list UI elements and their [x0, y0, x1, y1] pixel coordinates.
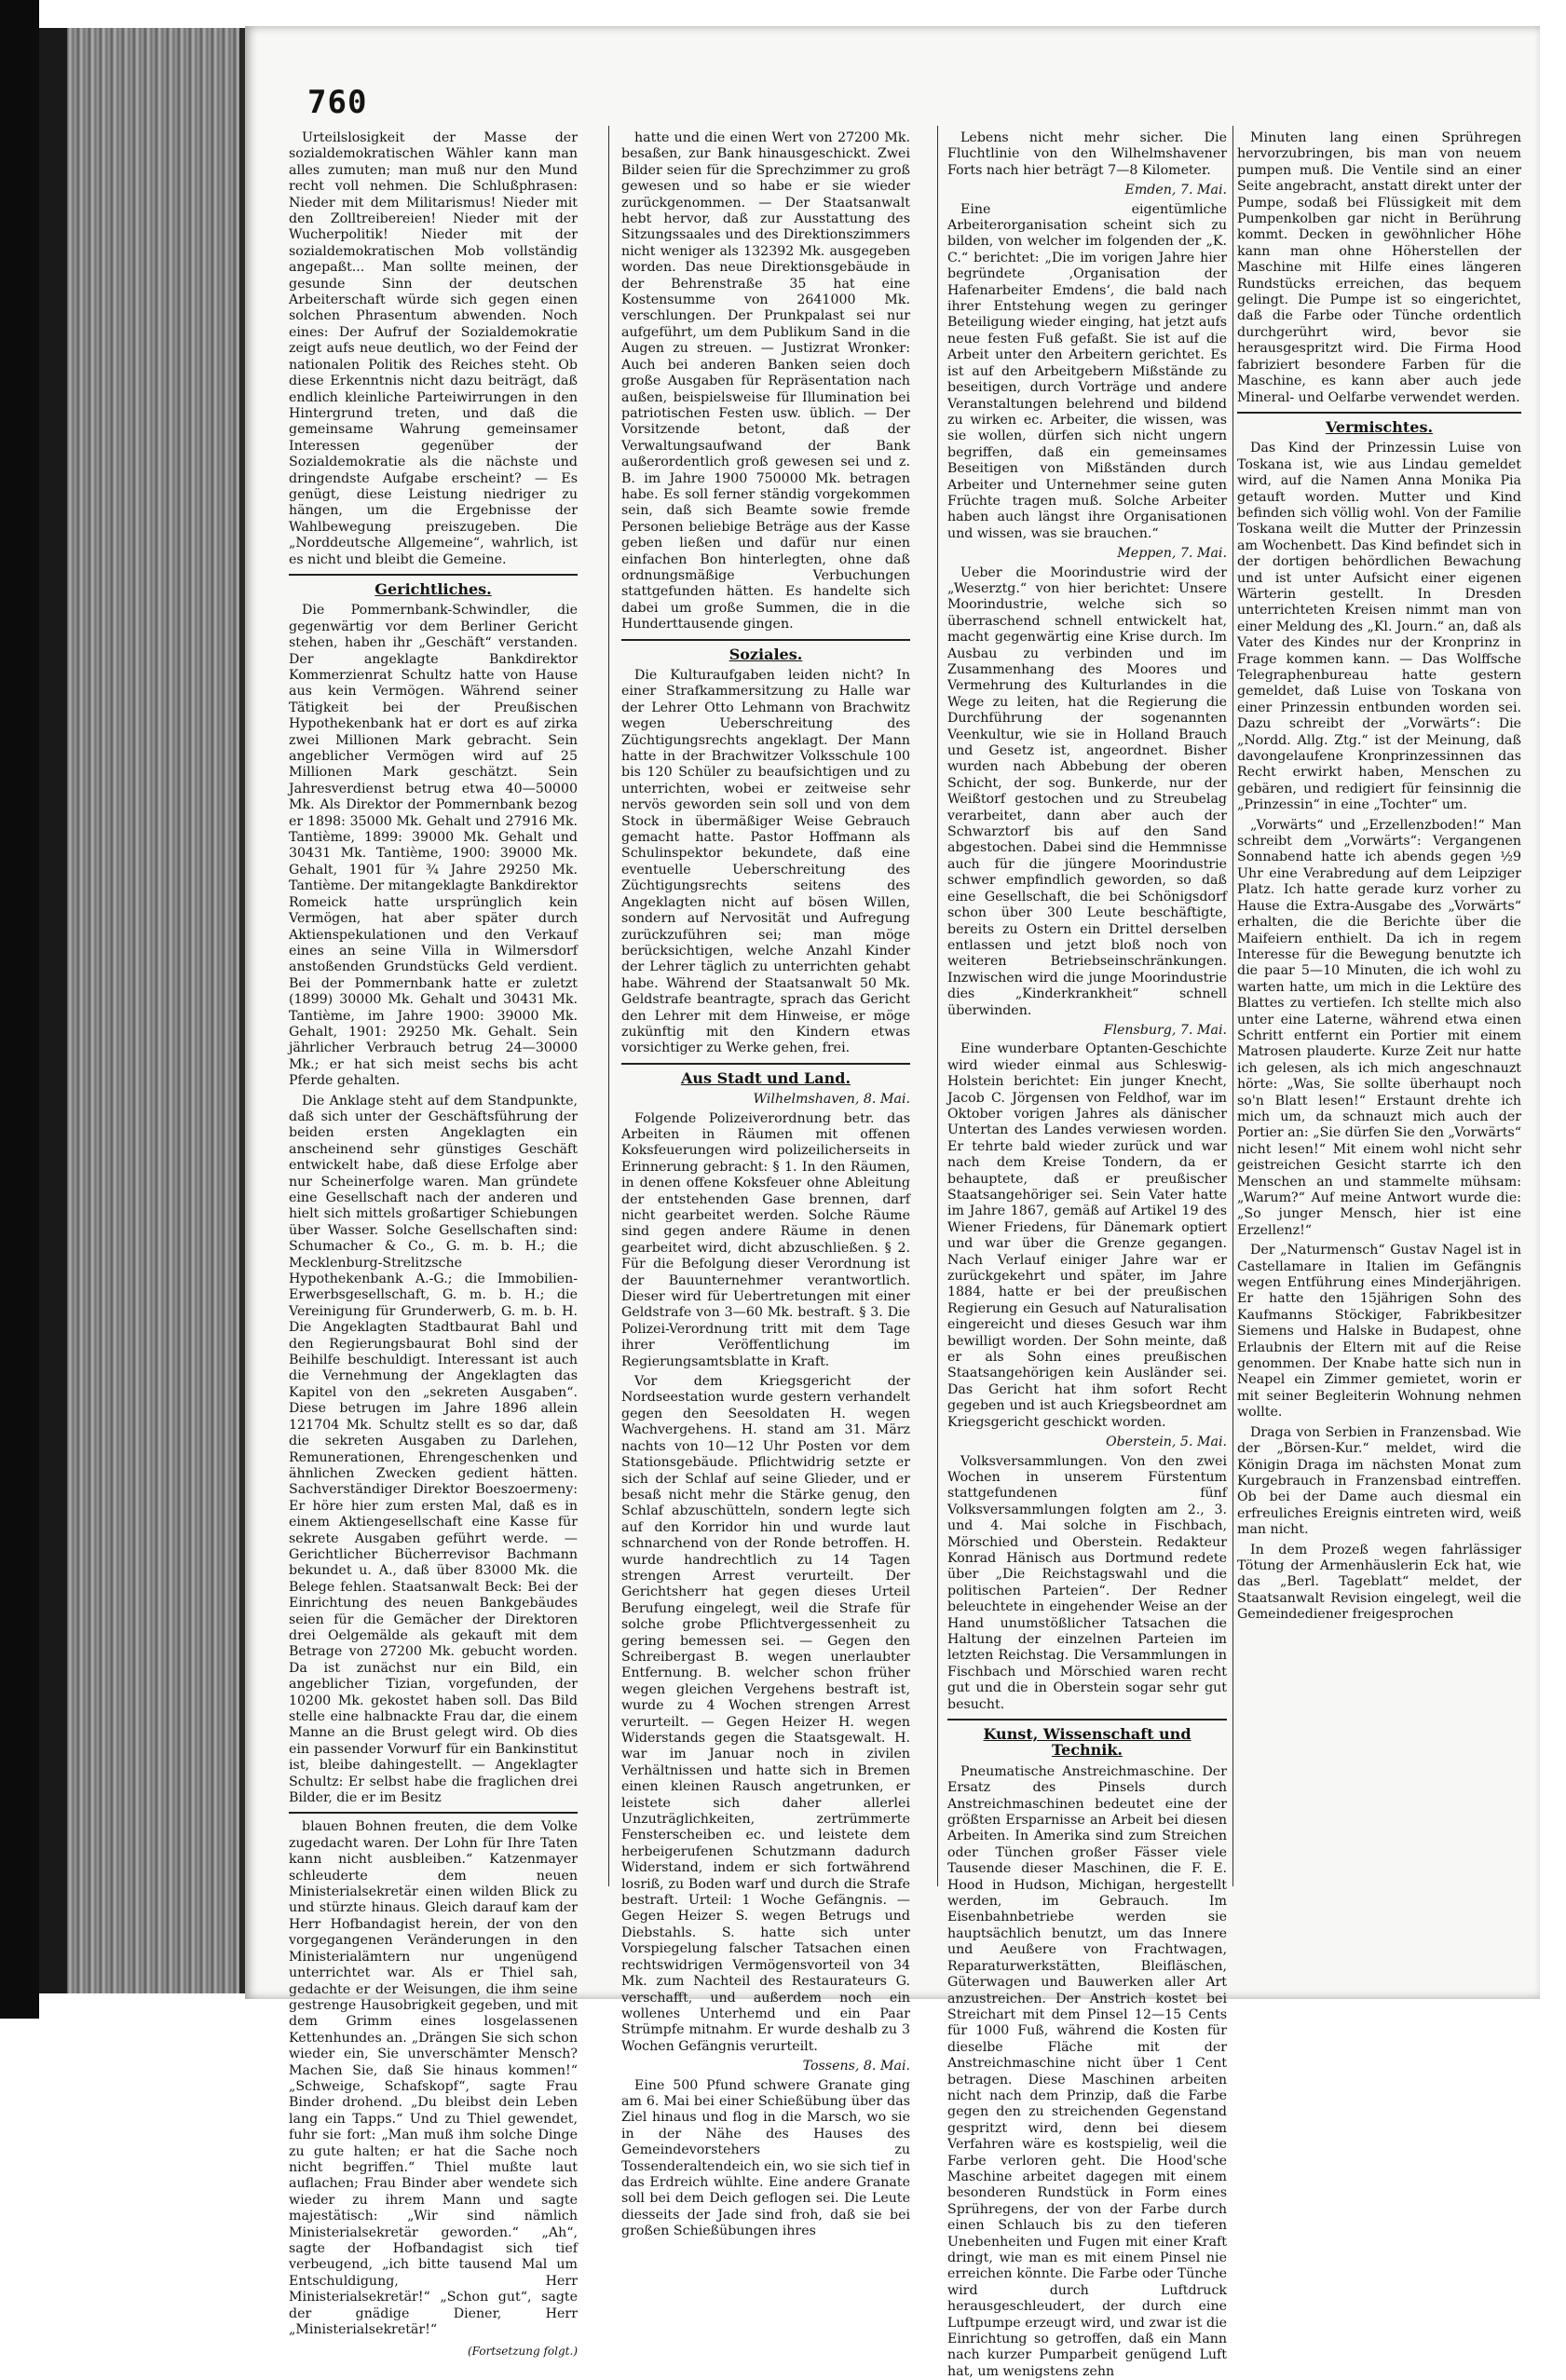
scan-border — [0, 0, 39, 2019]
section-heading: Aus Stadt und Land. — [680, 1068, 851, 1087]
section-rule — [289, 574, 578, 576]
page-number: 760 — [307, 84, 368, 121]
column-divider — [937, 126, 938, 1886]
article-text: Pneumatische Anstreichmaschine. Der Ersatz des Pinsels durch Anstreichmaschinen bedeutet eine der größten Ersparnisse an Arbeit bei diesen Arbeiten. In Amerika sind zum Streichen oder Tünchen großer Fässer viele Tausende dieser Maschinen, die F. E. Hood in Hudson, Michigan, hergestellt werden, im Gebrauch. Im Eisenbahnbetriebe werden sie hauptsächlich benutzt, um das Innere und Aeußere von Frachtwagen, Reparaturwerkstätten, Bleifläschen, Güterwagen und Bauwerken aller Art anzustreichen. Der Anstrich kostet bei Streichart mit dem Pinsel 12—15 Cents für 1000 Fuß, während die Kosten für dieselbe Fläche mit der Anstreichmaschine nicht über 1 Cent betragen. Diese Maschinen arbeiten nicht nach dem Prinzip, daß die Farbe gegen den zu streichenden Gegenstand gespritzt wird, denn bei diesem Verfahren wäre es kostspielig, weil die Farbe verloren geht. Die Hood'sche Maschine arbeitet dagegen mit einem besonderen Rundstück in Form eines Sprühregens, der von der Farbe durch einen Schlauch bis zu den tieferen Unebenheiten und Fugen mit einer Kraft dringt, wie man es mit einem Pinsel nie erreichen könnte. Die Farbe oder Tünche wird durch Luftdruck herausgeschleudert, der durch eine Luftpumpe erzeugt wird, und zwar ist die Einrichtung so getroffen, daß ein Mann nach kurzer Pumparbeit genügend Luft hat, um wenigstens zehn — [947, 1763, 1227, 2379]
section-heading: Soziales. — [729, 645, 803, 663]
dateline: Oberstein, 5. Mai. — [1105, 1435, 1227, 1450]
column-3 — [947, 130, 1227, 2379]
article-text: Volksversammlungen. Von den zwei Wochen in unserem Fürstentum stattgefundenen fünf Volksversammlungen folgten am 2., 3. und 4. Mai solche in Fischbach, Mörschied und Oberstein. Redakteur Konrad Hänisch aus Dortmund redete über „Die Reichstagswahl und die politischen Parteien“. Der Redner beleuchtete in eingehender Weise an der Hand unumstößlicher Tatsachen die Haltung der einzelnen Parteien im letzten Reichstag. Die Versammlungen in Fischbach und Mörschied waren recht gut und die in Oberstein sogar sehr gut besucht. — [947, 1453, 1227, 1712]
article-text: Das Kind der Prinzessin Luise von Toskana ist, wie aus Lindau gemeldet wird, auf die Namen Anna Monika Pia getauft worden. Mutter und Kind befinden sich völlig wohl. Von der Familie Toskana weilt die Mutter der Prinzessin am Wochenbett. Das Kind befindet sich in der dortigen behördlichen Bewachung und ist unter Aufsicht einer eigenen Wärterin gestellt. In Dresden unterrichteten Kreisen nimmt man von einer Meldung des „Kl. Journ.“ an, daß als Vater des Kindes nur der Kronprinz in Frage kommen kann. — Das Wolffsche Telegraphenbureau hatte gestern gemeldet, daß Luise von Toskana von einer Prinzessin entbunden worden sei. Dazu schreibt der „Vorwärts“: Die „Nordd. Allg. Ztg.“ ist der Meinung, daß davongelaufene Kronprinzessinnen das Recht erwirkt haben, Menschen zu gebären, und redigiert für feinsinnig die „Prinzessin“ in eine „Tochter“ um. — [1237, 441, 1521, 813]
continuation-note: (Fortsetzung folgt.) — [468, 2345, 578, 2359]
article-text: Eine wunderbare Optanten-Geschichte wird wieder einmal aus Schleswig-Holstein berichtet: Ein junger Knecht, Jacob C. Jörgensen von Feldhof, war im Oktober vorigen Jahres als dänischer Untertan des Landes verwiesen worden. Er tehrte bald wieder zurück und war nach dem Kreise Tondern, da er behauptete, daß er preußischer Staatsangehöriger sei. Sein Vater hatte im Jahre 1867, gemäß auf Artikel 19 des Wiener Friedens, für Dänemark optiert und war über die Grenze gegangen. Nach Verlauf einiger Jahre war er zurückgekehrt und später, im Jahre 1884, hatte er bei der preußischen Regierung ein Gesuch auf Naturalisation eingereicht und dieses Gesuch war ihm bewilligt worden. Der Sohn meinte, daß er als Sohn eines preußischen Staatsangehörigen kein Ausländer sei. Das Gericht hat ihm sofort Recht gegeben und ist auch Kriegsbeordnet am Kriegsgericht geschickt worden. — [947, 1041, 1227, 1430]
article-text: Die Kulturaufgaben leiden nicht? In einer Strafkammersitzung zu Halle war der Lehrer Otto Lehmann von Brachwitz wegen Ueberschreitung des Züchtigungsrechts angeklagt. Der Mann hatte in der Brachwitzer Volksschule 100 bis 120 Schüler zu beaufsichtigen und zu unterrichten, wobei er zeitweise sehr nervös geworden sein soll und von dem Stock in übermäßiger Weise Gebrauch gemacht hatte. Pastor Hoffmann als Schulinspektor bekundete, daß eine eventuelle Ueberschreitung des Züchtigungsrechts seitens des Angeklagten nicht auf bösen Willen, sondern auf Nervosität und Aufregung zurückzuführen sei; man möge berücksichtigen, welche Anzahl Kinder der Lehrer täglich zu unterrichten gehabt habe. Während der Staatsanwalt 50 Mk. Geldstrafe beantragte, sprach das Gericht den Lehrer mit dem Hinweise, er möge zukünftig mit den Kindern etwas vorsichtiger zu Werke gehen, frei. — [621, 668, 910, 1056]
article-text: Die Pommernbank-Schwindler, die gegenwärtig vor dem Berliner Gericht stehen, haben ihr „Geschäft“ verstanden. Der angeklagte Bankdirektor Kommerzienrat Schultz hatte von Hause aus kein Vermögen. Während seiner Tätigkeit bei der Preußischen Hypothekenbank hat er dort es auf zirka zwei Millionen Mark gebracht. Sein angeblicher Vermögen wird auf 25 Millionen Mark geschätzt. Sein Jahresverdienst betrug etwa 40—50000 Mk. Als Direktor der Pommernbank bezog er 1898: 35000 Mk. Gehalt und 27916 Mk. Tantième, 1899: 39000 Mk. Gehalt und 30431 Mk. Tantième, 1900: 39000 Mk. Gehalt, 1901 für ¾ Jahre 29250 Mk. Tantième. Der mitangeklagte Bankdirektor Romeick hatte ursprünglich kein Vermögen, hat aber später durch Aktienspekulationen und den Verkauf eines an seine Villa in Wilmersdorf anstoßenden Grundstücks Geld verdient. Bei der Pommernbank hatte er zuletzt (1899) 30000 Mk. Gehalt und 30431 Mk. Tantième, im Jahre 1900: 39000 Mk. Gehalt, 1901: 29250 Mk. Gehalt. Sein jährlicher Verbrauch betrug 24—30000 Mk.; er hat sich meist sechs bis acht Pferde gehalten. — [289, 603, 578, 1089]
article-text: hatte und die einen Wert von 27200 Mk. besaßen, zur Bank hinausgeschickt. Zwei Bilder seien für die Sprechzimmer zu groß gewesen und so habe er sie wieder zurückgenommen. — Der Staatsanwalt hebt hervor, daß zur Ausstattung des Sitzungssaales und des Direktionszimmers nicht weniger als 132392 Mk. ausgegeben worden. Das neue Direktionsgebäude in der Behrenstraße 35 hat eine Kostensumme von 2641000 Mk. verschlungen. Der Prunkpalast sei nur aufgeführt, um dem Publikum Sand in die Augen zu streuen. — Justizrat Wronker: Auch bei anderen Banken seien doch große Ausgaben für Repräsentation nach außen, beispielsweise für Illumination bei patriotischen Festen usw. üblich. — Der Vorsitzende betont, daß der Verwaltungsaufwand der Bank außerordentlich groß gewesen sei und z. B. im Jahre 1900 750000 Mk. betragen habe. Es soll ferner ständig vorgekommen sein, daß sich Beamte sowie fremde Personen beliebige Beträge aus der Kasse geben ließen und dafür nur einen einfachen Bon hinterlegten, ohne daß ordnungsmäßige Verbuchungen stattgefunden hätten. Es handelte sich dabei um große Summen, die in die Hunderttausende gingen. — [621, 130, 910, 632]
article-text: Die Anklage steht auf dem Standpunkte, daß sich unter der Geschäftsführung der beiden ersten Angeklagten ein anscheinend sehr günstiges Geschäft entwickelt habe, daß diese Erfolge aber nur Scheinerfolge waren. Man gründete eine Gesellschaft nach der anderen und hielt sich mittels großartiger Schiebungen über Wasser. Solche Gesellschaften sind: Schumacher & Co., G. m. b. H.; die Mecklenburg-Strelitzsche Hypothekenbank A.-G.; die Immobilien-Erwerbsgesellschaft, G. m. b. H.; die Vereinigung für Grunderwerb, G. m. b. H. Die Angeklagten Stadtbaurat Bahl und den Regierungsbaurat Bohl sind der Beihilfe beschuldigt. Interessant ist auch die Vernehmung der Angeklagten das Kapitel von den „sekreten Ausgaben“. Diese betrugen im Jahre 1896 allein 121704 Mk. Schultz stellt es so dar, daß die sekreten Ausgaben zu Darlehen, Remunerationen, Ehrengeschenken und ähnlichen Zwecken gedient hätten. Sachverständiger Direktor Boeszoermeny: Er höre hier zum ersten Mal, daß es in einem Aktiengesellschaft eine Kasse für sekrete Ausgaben geführt werde. — Gerichtlicher Bücherrevisor Bachmann bekundet u. A., daß über 83000 Mk. die Belege fehlen. Staatsanwalt Beck: Bei der Einrichtung des neuen Bankgebäudes seien für die Gemächer der Direktoren drei Oelgemälde als gekauft mit dem Betrage von 27200 Mk. gebucht worden. Da ist zunächst nur ein Bild, ein angeblicher Tizian, vorgefunden, der 10200 Mk. gekostet haben soll. Das Bild stelle eine halbnackte Frau dar, die einem Manne an die Brust gelegt wird. Ob dies ein passender Vorwurf für ein Bankinstitut ist, bleibe dahingestellt. — Angeklagter Schultz: Er selbst habe die fraglichen drei Bilder, die er im Besitz — [289, 1093, 578, 1806]
article-text: Minuten lang einen Sprühregen hervorzubringen, bis man von neuem pumpen muß. Die Ventile sind an einer Seite angebracht, anstatt direkt unter der Pumpe, sodaß bei Flüssigkeit mit dem Pumpenkolben gar nicht in Berührung kommt. Decken in gewöhnlicher Höhe kann man ohne Höherstellen der Maschine mit Hilfe eines längeren Rundstücks erreichen, das bequem gelingt. Die Pumpe ist so eingerichtet, daß die Farbe oder Tünche ordentlich durchgerührt wird, bevor sie herausgespritzt wird. Die Firma Hood fabriziert besondere Farben für die Maschine, es kann aber auch jede Mineral- und Oelfarbe verwendet werden. — [1237, 130, 1521, 405]
article-text: Ueber die Moorindustrie wird der „Weserztg.“ von hier berichtet: Unsere Moorindustrie, welche sich so überraschend schnell entwickelt hat, macht gegenwärtig eine Krise durch. Im Ausbau zu verbinden und im Zusammenhang des Moores und Vermehrung des Kulturlandes in die Wege zu leiten, hat die Regierung die Durchführung der sogenannten Veenkultur, wie sie in Holland Brauch und Gesetz ist, angeordnet. Bisher wurden nach Abbebung der oberen Schicht, der sog. Bunkerde, nur der Weißtorf gestochen und zu Streubelag verarbeitet, dann aber auch der Schwarztorf bis auf den Sand abgestochen. Dabei sind die Hemmnisse auch für die jüngere Moorindustrie schwer empfindlich geworden, so daß eine Gesellschaft, die bei Schönigsdorf schon über 300 Leute beschäftigte, bereits zu Ostern ein Drittel derselben entlassen und jetzt bloß noch von weiteren Betriebseinschränkungen. Inzwischen wird die junge Moorindustrie dies „Kinderkrankheit“ schnell überwinden. — [947, 564, 1227, 1018]
dateline: Flensburg, 7. Mai. — [1103, 1022, 1227, 1038]
article-text: Eine eigentümliche Arbeiterorganisation scheint sich zu bilden, von welcher im folgenden der „K. C.“ berichtet: „Die im vorigen Jahre hier begründete ‚Organisation der Hafenarbeiter Emdens‘, die bald nach ihrer Entstehung wegen zu geringer Beteiligung wieder einging, hat jetzt aufs neue festen Fuß gefaßt. Sie ist auf die Arbeit unter den Arbeitern gerichtet. Es ist auf den Arbeitgebern Mißstände zu beseitigen, durch Vorträge und andere Veranstaltungen belehrend und bildend zu wirken ec. Arbeiter, die wissen, was sie wollen, dürfen sich nicht ungern begriffen, daß ein gemeinsames Beseitigen von Mißständen durch Arbeiter und Unternehmer seine guten Früchte tragen muß. Solche Arbeiter haben auch längst ihre Organisationen und wissen, was sie brauchen.“ — [947, 201, 1227, 541]
column-4 — [1237, 130, 1521, 1863]
dateline: Emden, 7. Mai. — [1124, 183, 1227, 198]
article-text: Urteilslosigkeit der Masse der sozialdemokratischen Wähler kann man alles zumuten; man muß nur den Mund recht voll nehmen. Die Schlußphrasen: Nieder mit dem Militarismus! Nieder mit den Zolltreibereien! Nieder mit der Wucherpolitik! Nieder mit der sozialdemokratischen Mob vollständig angepaßt... Man sollte meinen, der gesunde Sinn der deutschen Arbeiterschaft würde sich gegen einen solchen Phrasentum abwenden. Noch eines: Der Aufruf der Sozialdemokratie zeigt aufs neue deutlich, wo der Feind der nationalen Politik des Reiches steht. Ob diese Erkenntnis nicht dazu beiträgt, daß endlich kleinliche Parteiwirrungen in den Hintergrund treten, und daß die gemeinsame Wahrung gemeinsamer Interessen gegenüber der Sozialdemokratie als die nächste und dringendste Aufgabe erscheint? — Es genügt, diese Leistung niedriger zu hängen, um die Ergebnisse der Wahlbewegung preiszugeben. Die „Norddeutsche Allgemeine“, wahrlich, ist es nicht und bleibt die Gemeine. — [289, 130, 578, 567]
column-divider — [1232, 126, 1233, 1886]
section-rule — [947, 1719, 1227, 1720]
dateline: Wilhelmshaven, 8. Mai. — [753, 1092, 910, 1108]
article-text: Draga von Serbien in Franzensbad. Wie der „Börsen-Kur.“ meldet, wird die Königin Draga im nächsten Monat zum Kurgebrauch in Franzensbad eintreffen. Ob bei der Dame auch diesmal ein erfreuliches Ereignis eintreten wird, weiß man nicht. — [1237, 1424, 1521, 1538]
article-text: In dem Prozeß wegen fahrlässiger Tötung der Armenhäuslerin Eck hat, wie das „Berl. Tageblatt“ meldet, der Staatsanwalt Revision eingelegt, weil die Gemeindediener freigesprochen — [1237, 1542, 1521, 1623]
dateline: Meppen, 7. Mai. — [1117, 546, 1227, 562]
article-text: Der „Naturmensch“ Gustav Nagel ist in Castellamare in Italien im Gefängnis wegen Entführung eines Minderjährigen. Er hatte den 15jährigen Sohn des Kaufmanns Stöckiger, Fabrikbesitzer Siemens und Halske in Budapest, ohne Erlaubnis der Eltern mit auf die Reise genommen. Der Knabe hatte sich nun in Neapel ein Zimmer gemietet, worin er mit seiner Begleiterin Wohnung nehmen wollte. — [1237, 1243, 1521, 1421]
book-spine — [39, 28, 245, 1993]
spine-shadow — [39, 28, 67, 1993]
article-text: Vor dem Kriegsgericht der Nordseestation wurde gestern verhandelt gegen den Seesoldaten H. wegen Wachvergehens. H. stand am 31. März nachts von 10—12 Uhr Posten vor dem Stationsgebäude. Pflichtwidrig setzte er sich der Schlaf auf seine Glieder, und er besaß nicht mehr die Stärke genug, den Schlaf abzuschütteln, sondern legte sich auf den Korridor hin und wurde laut schnarchend von der Ronde betroffen. H. wurde handrechtlich zu 14 Tagen strengen Arrest verurteilt. Der Gerichtsherr hat gegen dieses Urteil Berufung eingelegt, weil die Strafe für solche grobe Pflichtvergessenheit zu gering bemessen sei. — Gegen den Schreibergast B. wegen unerlaubter Entfernung. B. welcher schon früher wegen gleichen Vergehens bestraft ist, wurde zu 4 Wochen strengen Arrest verurteilt. — Gegen Heizer H. wegen Widerstands gegen die Staatsgewalt. H. war im Januar noch in zivilen Verhältnissen und hatte sich in Bremen einen kleinen Rausch angetrunken, er leistete sich daher allerlei Unzuträglichkeiten, zertrümmerte Fensterscheiben ec. und leistete dem herbeigerufenen Schutzmann dadurch Widerstand, indem er sich fortwährend losriß, zu Boden warf und durch die Strafe bestraft. Urteil: 1 Woche Gefängnis. — Gegen Heizer S. wegen Betrugs und Diebstahls. S. hatte sich unter Vorspiegelung falscher Tatsachen einen rechtswidrigen Vermögensvorteil von 34 Mk. zum Nachteil des Restaurateurs G. verschafft, und außerdem noch ein wollenes Unterhemd und ein Paar Strümpfe mitnahm. Er wurde deshalb zu 3 Wochen Gefängnis verurteilt. — [621, 1374, 910, 2054]
article-text: „Vorwärts“ und „Erzellenzboden!“ Man schreibt dem „Vorwärts“: Vergangenen Sonnabend hatte ich abends gegen ½9 Uhr eine Verabredung auf dem Leipziger Platz. Ich hatte gerade kurz vorher zu Hause die Extra-Ausgabe des „Vorwärts“ erhalten, die die Berichte über die Maifeiern enthielt. Da ich in regem Interesse für die Bewegung benutzte ich die paar 5—10 Minuten, die ich wohl zu warten hatte, um mich in die Lektüre des Blattes zu vertiefen. Ich stellte mich also unter eine Laterne, während etwa einen Schritt entfernt ein Portier mit einem Matrosen plauderte. Kurze Zeit nur hatte ich gelesen, als ich mich angeschnauzt hörte: „Was, Sie sollte überhaupt noch so'n Blatt lesen!“ Erstaunt drehte ich mich um, da schnauzt mich auch der Portier an: „Sie dürfen Sie den „Vorwärts“ nicht lesen!“ Mit einem wohl nicht sehr geistreichen Gesicht starrte ich den Menschen an und stammelte mühsam: „Warum?“ Auf meine Antwort wurde die: „So junger Mensch, hier ist eine Erzellenz!“ — [1237, 817, 1521, 1238]
article-text: Eine 500 Pfund schwere Granate ging am 6. Mai bei einer Schießübung über das Ziel hinaus und flog in die Marsch, wo sie in der Nähe des Hauses des Gemeindevorstehers zu Tossenderaltendeich ein, wo sie sich tief in das Erdreich wühlte. Eine andere Granate soll bei dem Deich geflogen sei. Die Leute diesseits der Jade sind froh, daß sie bei großen Schießübungen ihres — [621, 2077, 910, 2239]
serial-story-text: blauen Bohnen freuten, die dem Volke zugedacht waren. Der Lohn für Ihre Taten kann nicht ausbleiben.“ Katzenmayer schleuderte dem neuen Ministerialsekretär einen wilden Blick zu und stürzte hinaus. Gleich darauf kam der Herr Hofbandagist herein, der von den vorgegangenen Veränderungen in den Ministerialämtern nur ungenügend unterrichtet war. Als er Thiel sah, gedachte er der Weisungen, die ihm seine gestrenge Hausobrigkeit gegeben, und mit dem Grimm eines losgelassenen Kettenhundes an. „Drängen Sie sich schon wieder ein, Sie unverschämter Mensch? Machen Sie, daß Sie hinaus kommen!“ „Schweige, Schafskopf“, sagte Frau Binder drohend. „Du bleibst dein Leben lang ein Tapps.“ Und zu Thiel gewendet, fuhr sie fort: „Man muß ihm solche Dinge zu gute halten; er hat die Sache noch nicht begriffen.“ Thiel mußte laut auflachen; Frau Binder aber wendete sich wieder zu ihrem Mann und sagte majestätisch: „Wir sind nämlich Ministerialsekretär geworden.“ „Ah“, sagte der Hofbandagist sich tief verbeugend, „ich bitte tausend Mal um Entschuldigung, Herr Ministerialsekretär!“ „Schon gut“, sagte der gnädige Diener, Herr „Ministerialsekretär!“ — [289, 1819, 578, 2338]
column-1 — [289, 130, 578, 2359]
section-rule — [289, 1812, 578, 1814]
section-rule — [621, 1063, 910, 1065]
section-rule — [621, 639, 910, 641]
section-heading: Vermischtes. — [1325, 417, 1434, 436]
column-2 — [621, 130, 910, 2239]
section-heading: Gerichtliches. — [374, 579, 492, 598]
section-heading: Kunst, Wissenschaft und Technik. — [983, 1725, 1192, 1760]
column-divider — [608, 126, 609, 1886]
dateline: Tossens, 8. Mai. — [802, 2059, 910, 2074]
section-rule — [1237, 412, 1521, 414]
article-text: Folgende Polizeiverordnung betr. das Arbeiten in Räumen mit offenen Koksfeuerungen wird polizeilicherseits in Erinnerung gebracht: § 1. In den Räumen, in denen offene Koksfeuer ohne Ableitung der entstehenden Gase brennen, darf nicht gearbeitet werden. Solche Räume sind gegen andere Räume in denen gearbeitet wird, dicht abzuschließen. § 2. Für die Befolgung dieser Verordnung ist der Bauunternehmer verantwortlich. Dieser wird für Uebertretungen mit einer Geldstrafe von 3—60 Mk. bestraft. § 3. Die Polizei-Verordnung tritt mit dem Tage ihrer Veröffentlichung im Regierungsamtsblatte in Kraft. — [621, 1110, 910, 1369]
article-text: Lebens nicht mehr sicher. Die Fluchtlinie von den Wilhelmshavener Forts nach hier beträgt 7—8 Kilometer. — [947, 130, 1227, 178]
